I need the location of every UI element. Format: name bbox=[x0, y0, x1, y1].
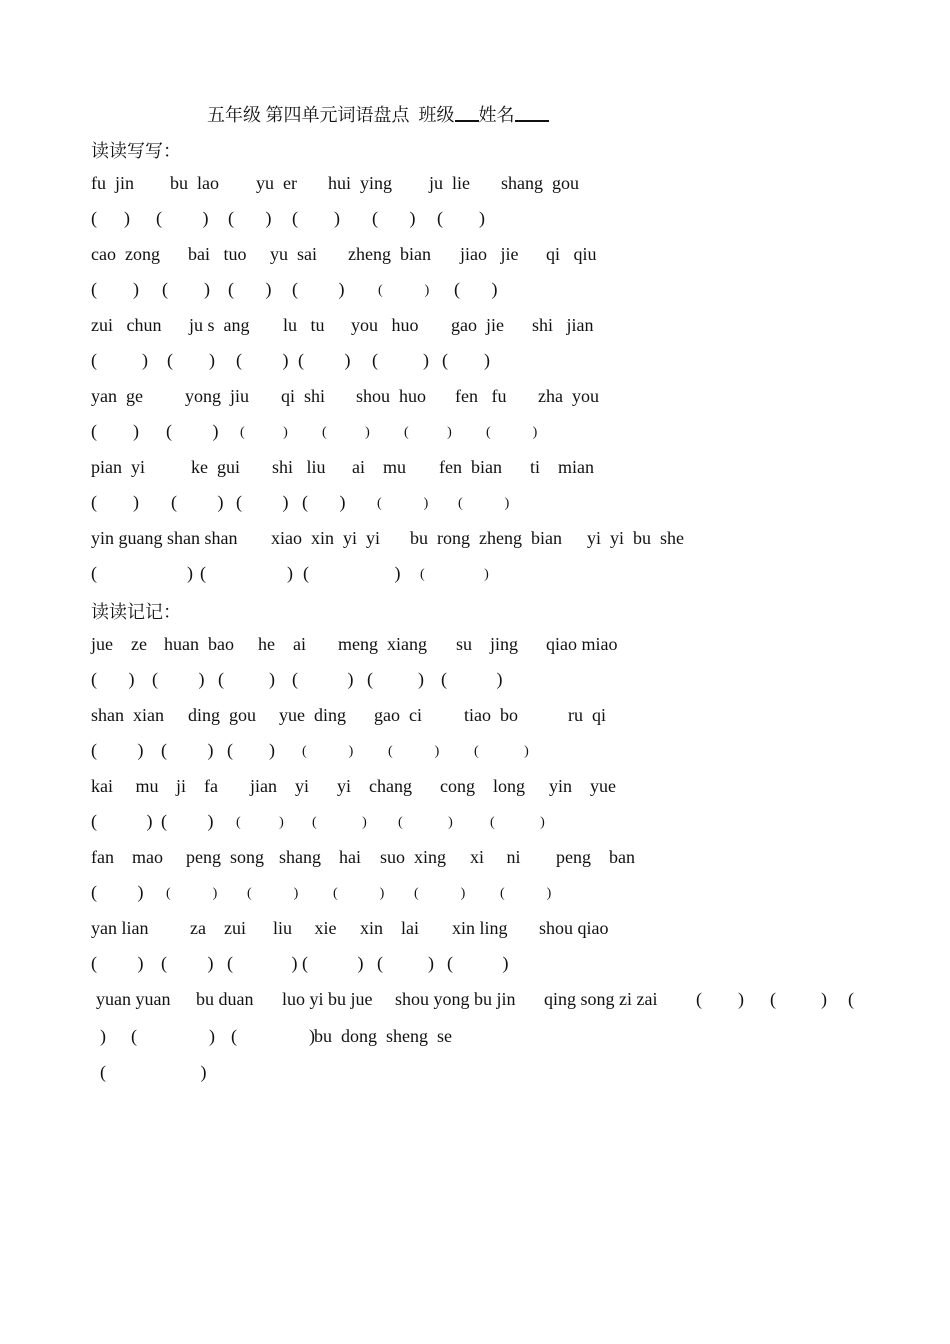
pinyin-word: jian yi bbox=[250, 776, 309, 796]
pinyin-word: shi liu bbox=[272, 457, 326, 477]
answer-blank-close[interactable]: ) bbox=[100, 1026, 106, 1046]
answer-blank[interactable]: ( ) bbox=[458, 496, 510, 511]
pinyin-word: yu sai bbox=[270, 244, 317, 264]
answer-blank[interactable]: ( ) bbox=[437, 208, 485, 228]
answer-blank[interactable]: ( ) bbox=[388, 744, 440, 759]
pinyin-word: yue ding bbox=[279, 705, 346, 725]
answer-blank[interactable]: ( ) bbox=[292, 279, 345, 299]
pinyin-word: bu lao bbox=[170, 173, 219, 193]
pinyin-word: gao ci bbox=[374, 705, 422, 725]
pinyin-word: ti mian bbox=[530, 457, 594, 477]
pinyin-word: peng song bbox=[186, 847, 264, 867]
pinyin-word: tiao bo bbox=[464, 705, 518, 725]
pinyin-word: shou huo bbox=[356, 386, 427, 406]
answer-blank[interactable]: ( ) bbox=[166, 421, 219, 441]
answer-blank[interactable]: ( ) bbox=[500, 886, 552, 901]
answer-blank[interactable]: ( ) bbox=[152, 669, 205, 689]
pinyin-word: fen bian bbox=[439, 457, 502, 477]
pinyin-word: zui chun bbox=[91, 315, 162, 335]
answer-blank[interactable]: ( ) bbox=[91, 208, 130, 228]
pinyin-word: shang hai bbox=[279, 847, 361, 867]
answer-blank[interactable]: ( ) bbox=[91, 563, 193, 583]
answer-blank[interactable]: ( ) bbox=[91, 882, 144, 902]
answer-blank[interactable]: ( ) bbox=[218, 669, 275, 689]
answer-blank[interactable]: ( ) bbox=[228, 208, 272, 228]
pinyin-word: shi jian bbox=[532, 315, 594, 335]
answer-blank[interactable]: ( ) bbox=[156, 208, 209, 228]
answer-blank[interactable]: ( ) bbox=[171, 492, 224, 512]
answer-blank[interactable]: ( ) bbox=[161, 740, 214, 760]
answer-blank[interactable]: ( ) bbox=[91, 279, 139, 299]
pinyin-word: fan mao bbox=[91, 847, 163, 867]
answer-blank[interactable]: ( ) bbox=[442, 350, 490, 370]
answer-blank[interactable]: ( ) bbox=[333, 886, 385, 901]
answer-blank-open[interactable]: ( bbox=[848, 989, 854, 1009]
name-label: 姓名 bbox=[478, 105, 515, 125]
answer-blank[interactable]: ( ) bbox=[247, 886, 299, 901]
pinyin-word: fu jin bbox=[91, 173, 134, 193]
pinyin-word: kai mu bbox=[91, 776, 159, 796]
answer-blank[interactable]: ( ) bbox=[367, 669, 424, 689]
pinyin-word: fen fu bbox=[455, 386, 507, 406]
pinyin-word: yong jiu bbox=[185, 386, 250, 406]
answer-blank[interactable]: ( ) bbox=[91, 811, 153, 831]
pinyin-word: shou qiao bbox=[539, 918, 609, 938]
pinyin-word: yan ge bbox=[91, 386, 143, 406]
pinyin-word: meng xiang bbox=[338, 634, 427, 654]
answer-blank[interactable]: ( ) bbox=[303, 563, 401, 583]
pinyin-word: xi ni bbox=[470, 847, 521, 867]
answer-blank[interactable]: ( ) bbox=[486, 425, 538, 440]
pinyin-word: shang gou bbox=[501, 173, 579, 193]
answer-blank[interactable]: ( ) bbox=[312, 815, 367, 830]
pinyin-word: cao zong bbox=[91, 244, 160, 264]
pinyin-word: suo xing bbox=[380, 847, 447, 867]
pinyin-word: qiao miao bbox=[546, 634, 618, 654]
answer-blank[interactable]: ( ) bbox=[167, 350, 215, 370]
answer-blank[interactable]: ( ) bbox=[162, 279, 210, 299]
answer-blank[interactable]: ( ) bbox=[91, 953, 144, 973]
answer-blank[interactable]: ( ) bbox=[770, 989, 827, 1009]
answer-blank[interactable]: ( ) bbox=[302, 492, 346, 512]
pinyin-word: yi yi bu she bbox=[587, 528, 684, 548]
answer-blank[interactable]: ( ) bbox=[91, 492, 139, 512]
pinyin-word: he ai bbox=[258, 634, 306, 654]
pinyin-word: xiao xin yi yi bbox=[271, 528, 380, 548]
worksheet-header bbox=[207, 101, 549, 127]
pinyin-word: bu duan bbox=[196, 989, 254, 1009]
answer-blank[interactable]: ( ) bbox=[200, 563, 293, 583]
answer-blank[interactable]: ( ) bbox=[91, 421, 139, 441]
answer-blank[interactable]: ( ) bbox=[302, 744, 354, 759]
answer-blank[interactable]: ( ) bbox=[322, 425, 370, 440]
pinyin-word: bu dong sheng se bbox=[314, 1026, 452, 1046]
class-blank bbox=[455, 106, 479, 122]
pinyin-word: yin guang shan shan bbox=[91, 528, 238, 548]
pinyin-word: shan xian bbox=[91, 705, 164, 725]
answer-blank[interactable]: ( ) bbox=[490, 815, 545, 830]
answer-blank[interactable]: ( ) bbox=[166, 886, 218, 901]
answer-blank[interactable]: ( ) bbox=[100, 1062, 207, 1082]
answer-blank[interactable]: ( ) bbox=[372, 208, 416, 228]
answer-blank[interactable]: ( ) bbox=[404, 425, 452, 440]
answer-blank[interactable]: ( ) bbox=[236, 815, 284, 830]
answer-blank[interactable]: ( ) bbox=[240, 425, 288, 440]
answer-blank[interactable]: ( ) bbox=[131, 1026, 215, 1046]
section-read-remember-heading: 读读记记： bbox=[91, 602, 181, 622]
answer-blank[interactable]: ( ) bbox=[91, 740, 144, 760]
answer-blank[interactable]: ( ) bbox=[231, 1026, 315, 1046]
pinyin-word: hui ying bbox=[328, 173, 393, 193]
pinyin-word: bu rong zheng bian bbox=[410, 528, 562, 548]
answer-blank[interactable]: ( ) bbox=[236, 350, 289, 370]
pinyin-word: gao jie bbox=[451, 315, 504, 335]
answer-blank[interactable]: ( ) bbox=[91, 350, 148, 370]
pinyin-word: jiao jie bbox=[460, 244, 519, 264]
pinyin-word: za zui bbox=[190, 918, 246, 938]
answer-blank[interactable]: ( ) bbox=[227, 953, 298, 973]
answer-blank[interactable]: ( ) bbox=[292, 208, 340, 228]
answer-blank[interactable]: ( ) bbox=[474, 744, 529, 759]
answer-blank[interactable]: ( ) bbox=[447, 953, 509, 973]
answer-blank[interactable]: ( ) bbox=[236, 492, 289, 512]
pinyin-word: ai mu bbox=[352, 457, 406, 477]
answer-blank[interactable]: ( ) bbox=[454, 279, 498, 299]
pinyin-word: zha you bbox=[538, 386, 599, 406]
pinyin-word: cong long bbox=[440, 776, 525, 796]
pinyin-word: yu er bbox=[256, 173, 297, 193]
pinyin-word: peng ban bbox=[556, 847, 635, 867]
pinyin-word: qing song zi zai bbox=[544, 989, 658, 1009]
answer-blank[interactable]: ( ) bbox=[377, 953, 434, 973]
pinyin-word: luo yi bu jue bbox=[282, 989, 373, 1009]
answer-blank[interactable]: ( ) bbox=[227, 740, 275, 760]
pinyin-word: jue ze bbox=[91, 634, 147, 654]
name-blank bbox=[515, 106, 549, 122]
pinyin-word: liu xie bbox=[273, 918, 337, 938]
pinyin-word: su jing bbox=[456, 634, 519, 654]
answer-blank[interactable]: ( ) bbox=[298, 350, 351, 370]
answer-blank[interactable]: ( ) bbox=[441, 669, 503, 689]
pinyin-word: qi qiu bbox=[546, 244, 597, 264]
pinyin-word: ju s ang bbox=[189, 315, 250, 335]
answer-blank[interactable]: ( ) bbox=[161, 811, 214, 831]
answer-blank[interactable]: ( ) bbox=[398, 815, 453, 830]
answer-blank[interactable]: ( ) bbox=[414, 886, 466, 901]
pinyin-word: zheng bian bbox=[348, 244, 431, 264]
class-label: 班级 bbox=[418, 105, 455, 125]
answer-blank[interactable]: ( ) bbox=[91, 669, 135, 689]
answer-blank[interactable]: ( ) bbox=[378, 283, 430, 298]
pinyin-word: ke gui bbox=[191, 457, 240, 477]
pinyin-word: xin ling bbox=[452, 918, 508, 938]
pinyin-word: yan lian bbox=[91, 918, 149, 938]
pinyin-word: ru qi bbox=[568, 705, 606, 725]
pinyin-word: qi shi bbox=[281, 386, 326, 406]
answer-blank[interactable]: ( ) bbox=[228, 279, 272, 299]
pinyin-word: ju lie bbox=[429, 173, 470, 193]
answer-blank[interactable]: ( ) bbox=[420, 567, 489, 582]
answer-blank[interactable]: ( ) bbox=[292, 669, 354, 689]
pinyin-word: ding gou bbox=[188, 705, 257, 725]
worksheet-title: 五年级 第四单元词语盘点 bbox=[207, 105, 410, 125]
pinyin-word: bai tuo bbox=[188, 244, 247, 264]
pinyin-word: you huo bbox=[351, 315, 419, 335]
answer-blank[interactable]: ( ) bbox=[302, 953, 364, 973]
section-read-write-heading: 读读写写： bbox=[91, 141, 181, 161]
answer-blank[interactable]: ( ) bbox=[377, 496, 429, 511]
pinyin-word: huan bao bbox=[164, 634, 234, 654]
answer-blank[interactable]: ( ) bbox=[696, 989, 744, 1009]
pinyin-word: ji fa bbox=[176, 776, 218, 796]
pinyin-word: shou yong bu jin bbox=[395, 989, 516, 1009]
answer-blank[interactable]: ( ) bbox=[372, 350, 429, 370]
pinyin-word: lu tu bbox=[283, 315, 325, 335]
answer-blank[interactable]: ( ) bbox=[161, 953, 214, 973]
pinyin-word: yin yue bbox=[549, 776, 616, 796]
pinyin-word: pian yi bbox=[91, 457, 145, 477]
pinyin-word: yi chang bbox=[337, 776, 412, 796]
pinyin-word: xin lai bbox=[360, 918, 419, 938]
pinyin-word: yuan yuan bbox=[96, 989, 171, 1009]
